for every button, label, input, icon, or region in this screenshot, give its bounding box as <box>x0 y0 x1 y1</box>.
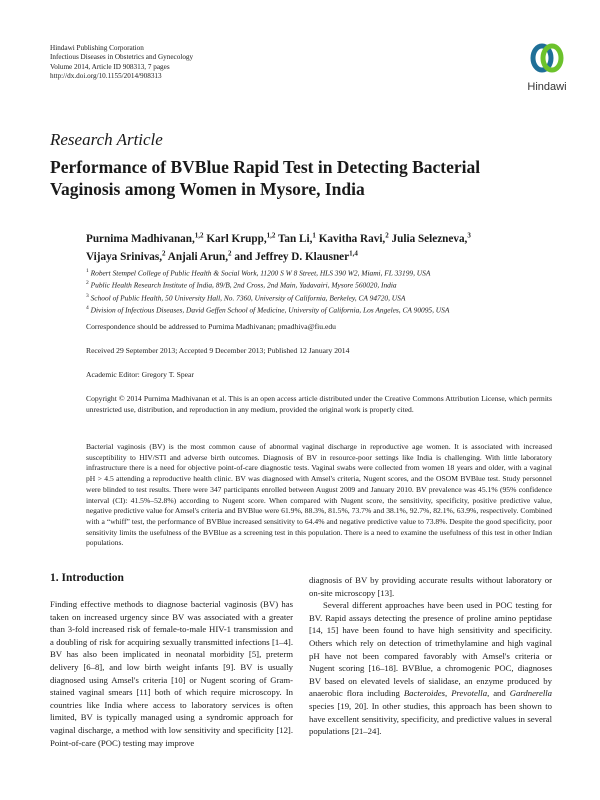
affiliation: $^1$ Robert Stempel College of Public Health & Social Work, 11200 S W 8 Street, HLS 390 W2, Miami, FL 33199, USA <box>86 268 431 278</box>
hindawi-rings-icon <box>529 42 565 74</box>
hindawi-logo <box>522 42 572 93</box>
author: Anjali Arun,$^2$ <box>167 249 232 264</box>
author: Kavitha Ravi,$^2$ <box>318 231 389 245</box>
author: Purnima Madhivanan,$^{1,2}$ <box>86 231 204 245</box>
author-list <box>86 228 546 265</box>
author: Julia Selezneva,$^3$ <box>391 231 471 245</box>
publisher-line: Hindawi Publishing Corporation <box>50 44 144 52</box>
left-column <box>50 598 293 749</box>
academic-editor: Academic Editor: Gregory T. Spear <box>86 370 194 379</box>
publication-dates: Received 29 September 2013; Accepted 9 December 2013; Published 12 January 2014 <box>86 346 350 355</box>
intro-paragraph: Several different approaches have been used in POC testing for BV. Rapid assays detecting the presence of proline amino peptidase [14, 15] have been found to have high sensitivity and specificity. Others which rely on detection of trimethylamine and high vaginal pH have not been compared favorably with Amsel's criteria or Nugent scoring [16–18]. BVBlue, a chromogenic POC, diagnoses BV based on elevated levels of sialidase, an enzyme produced by anaerobic flora including Bacteroides, Prevotella, and Gardnerella species [19, 20]. In other studies, this approach has been shown to have excellent sensitivity, specificity, and predictive values in several populations [21–24]. <box>309 600 553 737</box>
logo-text: Hindawi <box>527 81 567 93</box>
doi-link[interactable]: http://dx.doi.org/10.1155/2014/908313 <box>50 72 162 81</box>
affiliation: $^2$ Public Health Research Institute of India, 89/B, 2nd Cross, 2nd Main, Yadavairi, Mysore 560020, India <box>86 280 397 290</box>
intro-paragraph: diagnosis of BV by providing accurate results without laboratory or on-site microscopy [13]. <box>309 575 552 598</box>
author: Tan Li,$^1$ <box>278 231 316 245</box>
author: Karl Krupp,$^{1,2}$ <box>206 231 276 245</box>
section-heading: 1. Introduction <box>50 572 124 584</box>
correspondence: Correspondence should be addressed to Purnima Madhivanan; pmadhiva@fiu.edu <box>86 322 336 331</box>
author: Vijaya Srinivas,$^2$ <box>86 249 166 264</box>
article-title: Performance of BVBlue Rapid Test in Detecting Bacterial Vaginosis among Women in Mysore, India <box>50 157 481 199</box>
journal-header <box>50 44 193 82</box>
author: and Jeffrey D. Klausner$^{1,4}$ <box>234 249 358 264</box>
article-type: Research Article <box>50 130 163 149</box>
affiliation: $^3$ School of Public Health, 50 University Hall, No. 7360, University of California, Berkeley, CA 94720, USA <box>86 292 406 303</box>
journal-name: Infectious Diseases in Obstetrics and Gynecology <box>50 53 194 62</box>
intro-paragraph: Finding effective methods to diagnose bacterial vaginosis (BV) has taken on increased urgency since BV was associated with a greater than 3-fold increased risk of female-to-male HIV-1 transmission and a doubling of risk for acquiring sexually transmitted infections [1–4]. BV has also been implicated in neonatal morbidity [5], preterm delivery [6–8], and low birth weight infants [9]. BV is usually diagnosed using Amsel's criteria [10] or Nugent scoring of Gram-stained vaginal smears [11] both of which require microscopy. In countries like India where access to laboratory services is often limited, BV is typically managed using a syndromic approach for vaginal discharge, a method with low sensitivity and specificity [12]. Point-of-care (POC) testing may improve <box>50 599 293 748</box>
volume-info: Volume 2014, Article ID 908313, 7 pages <box>50 62 170 71</box>
affiliation: $^4$ Division of Infectious Diseases, David Geffen School of Medicine, University of California, Los Angeles, CA 90095, USA <box>86 305 450 315</box>
affiliations <box>86 266 556 316</box>
copyright-notice: Copyright © 2014 Purnima Madhivanan et al. This is an open access article distributed under the Creative Commons Attribution License, which permits unrestricted use, distribution, and reproduction in any medium, provided the original work is properly cited. <box>86 394 552 414</box>
right-column <box>309 574 552 738</box>
abstract: Bacterial vaginosis (BV) is the most common cause of abnormal vaginal discharge in reproductive age women. It is associated with increased susceptibility to HIV/STI and adverse birth outcomes. Diagnosis of BV in resource-poor settings like India is challenging. With little laboratory infrastructure there is a need for objective point-of-care diagnostic tests. Vaginal swabs were collected from women 18 years and older, with a vaginal pH > 4.5 attending a reproductive health clinic. BV was diagnosed with Amsel's criteria, Nugent scores, and the OSOM BVBlue test. Study personnel were blinded to test results. There were 347 participants enrolled between August 2009 and January 2010. BV prevalence was 45.1% (95% confidence interval (CI): 41.5%–52.8%) according to Nugent score. When compared with Nugent score, the sensitivity, specificity, positive predictive value, negative predictive value for Amsel's criteria and BVBlue were 61.9%, 88.3%, 81.5%, 73.7% and 38.1%, 92.7%, 82.1%, 63.9%, respectively. Combined with a “whiff” test, the performance of BVBlue increased sensitivity to 64.4% and negative predictive value to 73.8%. Despite the good specificity, poor sensitivity limits the usefulness of the BVBlue as a screening test in this population. There is a need to examine the usefulness of this test in other Indian populations. <box>86 442 552 548</box>
